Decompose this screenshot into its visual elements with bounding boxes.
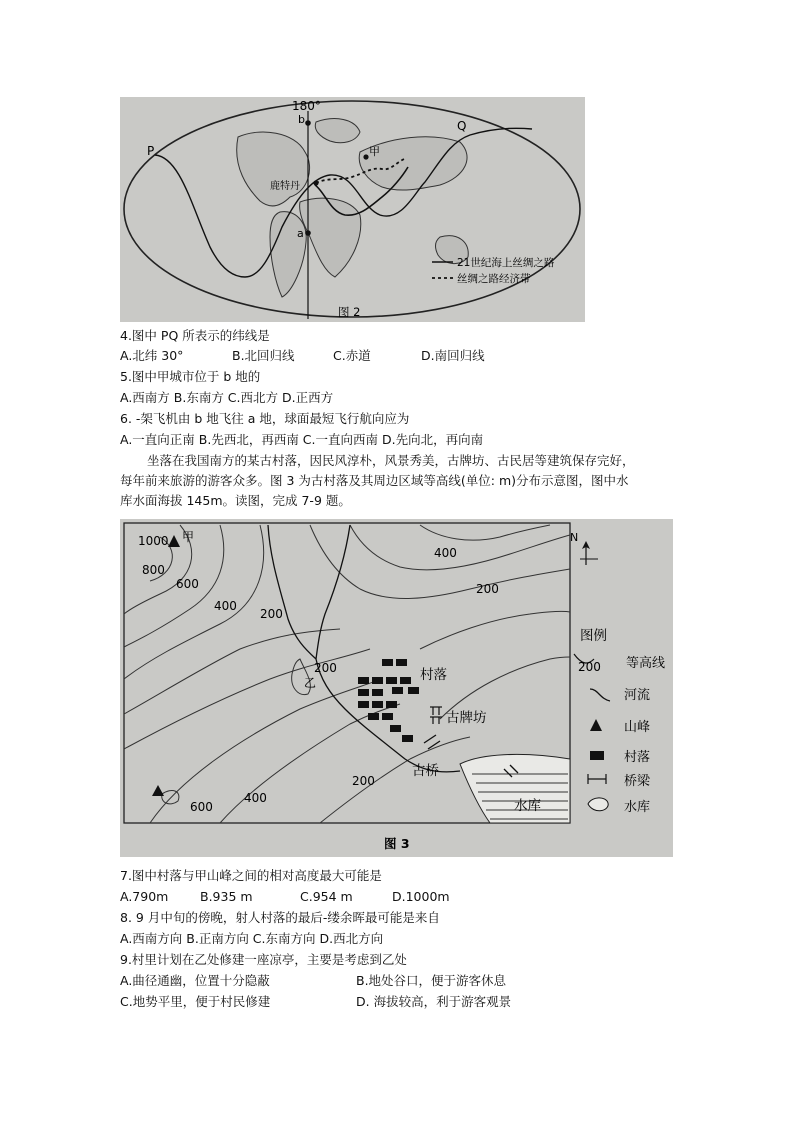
q9-options-row-1 — [120, 972, 506, 990]
legend-peak-icon — [590, 719, 602, 731]
contour-map-svg — [120, 519, 673, 857]
legend-reservoir-swatch — [588, 798, 608, 811]
q6-stem: 6. -架飞机由 b 地飞往 a 地，球面最短飞行航向应为 — [120, 411, 410, 426]
bridge-label: 古桥 — [412, 763, 439, 779]
river-line — [268, 525, 460, 772]
legend-river-swatch — [590, 689, 610, 701]
passage-line-1: 坐落在我国南方的某古村落，因民风淳朴，风景秀美，古牌坊、古民居等建筑保存完好， — [147, 453, 635, 468]
south-america-shape — [270, 212, 306, 297]
q4-option-c[interactable]: C.赤道 — [333, 348, 371, 363]
q4-option-b[interactable]: B.北回归线 — [232, 348, 295, 363]
figure-3-caption: 图 3 — [384, 836, 410, 851]
q9-stem: 9.村里计划在乙处修建一座凉亭，主要是考虑到乙处 — [120, 952, 407, 967]
q9-option-b[interactable]: B.地处谷口，便于游客休息 — [356, 973, 507, 988]
city-jia-label: 甲 — [369, 145, 380, 158]
legend-village-label: 村落 — [624, 750, 651, 765]
legend-bridge-label: 桥梁 — [624, 774, 651, 789]
point-a-label: a — [297, 227, 304, 240]
peak-jia-icon — [168, 535, 180, 547]
point-b-label: b — [298, 113, 305, 126]
point-p-label: P — [147, 144, 155, 158]
peak-southwest-icon — [152, 785, 164, 796]
figure-3-contour-map — [120, 519, 673, 857]
legend-contour-label: 等高线 — [626, 656, 666, 671]
village-label: 村落 — [420, 667, 447, 683]
meridian-label: 180° — [292, 99, 321, 113]
contour-400-label-b: 400 — [434, 546, 457, 560]
q7-option-a[interactable]: A.790m — [120, 889, 169, 904]
rotterdam-dot — [313, 180, 318, 185]
contour-400-label-a: 400 — [214, 599, 237, 613]
north-america-shape — [237, 132, 310, 206]
contour-200-label-d: 200 — [352, 774, 375, 788]
passage-line-2: 每年前来旅游的游客众多。图 3 为古村落及其周边区域等高线(单位: m)分布示意图，图中水 — [120, 473, 629, 488]
q9-option-a[interactable]: A.曲径通幽，位置十分隐蔽 — [120, 973, 270, 988]
point-b-dot — [305, 120, 311, 126]
contour-400-label-c: 400 — [244, 791, 267, 805]
legend-reservoir-label: 水库 — [624, 800, 651, 815]
q4-options — [120, 347, 485, 365]
q6-options[interactable]: A.一直向正南 B.先西北，再西南 C.一直向西南 D.先向北，再向南 — [120, 432, 484, 447]
contour-600-label-a: 600 — [176, 577, 199, 591]
legend-title: 图例 — [580, 628, 607, 644]
q7-option-b[interactable]: B.935 m — [200, 889, 253, 904]
q8-stem: 8. 9 月中旬的傍晚，射人村落的最后-缕余晖最可能是来自 — [120, 910, 440, 925]
legend-economic-belt-label: 丝绸之路经济带 — [457, 273, 531, 285]
legend-sea-route-label: 21世纪海上丝绸之路 — [457, 257, 555, 269]
figure-2-caption: 图 2 — [338, 305, 361, 319]
peak-elevation-label: 1000 — [138, 534, 169, 548]
north-label: N — [570, 531, 579, 544]
rotterdam-label: 鹿特丹 — [270, 181, 300, 192]
world-map-svg — [120, 97, 585, 322]
q5-stem: 5.图中甲城市位于 b 地的 — [120, 369, 261, 384]
legend-village-swatch — [590, 751, 604, 760]
village-blocks — [358, 659, 419, 742]
contour-600-label-b: 600 — [190, 800, 213, 814]
contour-200-label-a: 200 — [260, 607, 283, 621]
city-jia-dot — [363, 154, 368, 159]
q7-option-c[interactable]: C.954 m — [300, 889, 353, 904]
africa-shape — [300, 198, 361, 277]
q4-option-a[interactable]: A.北纬 30° — [120, 348, 184, 363]
archway-icon — [430, 707, 442, 724]
q7-options — [120, 888, 450, 906]
point-q-label: Q — [457, 119, 467, 133]
north-arrow-icon — [580, 541, 598, 565]
contour-200-label-c: 200 — [314, 661, 337, 675]
peak-name-label: 甲 — [182, 530, 195, 544]
legend-contour-value: 200 — [578, 660, 601, 674]
q5-options[interactable]: A.西南方 B.东南方 C.西北方 D.正西方 — [120, 390, 334, 405]
point-a-dot — [305, 230, 311, 236]
reservoir-label: 水库 — [514, 798, 541, 814]
legend-river-label: 河流 — [624, 688, 651, 703]
q9-option-c[interactable]: C.地势平里，便于村民修建 — [120, 994, 271, 1009]
q8-options[interactable]: A.西南方向 B.正南方向 C.东南方向 D.西北方向 — [120, 931, 384, 946]
legend-bridge-icon — [588, 774, 606, 784]
q4-option-d[interactable]: D.南回归线 — [421, 348, 485, 363]
q9-options-row-2 — [120, 993, 511, 1011]
greenland-shape — [315, 119, 360, 143]
contour-800-label: 800 — [142, 563, 165, 577]
q7-option-d[interactable]: D.1000m — [392, 889, 450, 904]
passage-line-3: 库水面海拔 145m。读图，完成 7-9 题。 — [120, 493, 351, 508]
figure-2-world-map — [120, 97, 585, 322]
q7-stem: 7.图中村落与甲山峰之间的相对高度最大可能是 — [120, 868, 382, 883]
archway-label: 古牌坊 — [446, 710, 487, 726]
place-yi-label: 乙 — [304, 676, 317, 690]
q9-option-d[interactable]: D. 海拔较高，利于游客观景 — [356, 994, 512, 1009]
passage — [120, 451, 680, 511]
contour-200-label-b: 200 — [476, 582, 499, 596]
legend-peak-label: 山峰 — [624, 720, 651, 735]
q4-stem: 4.图中 PQ 所表示的纬线是 — [120, 328, 270, 343]
